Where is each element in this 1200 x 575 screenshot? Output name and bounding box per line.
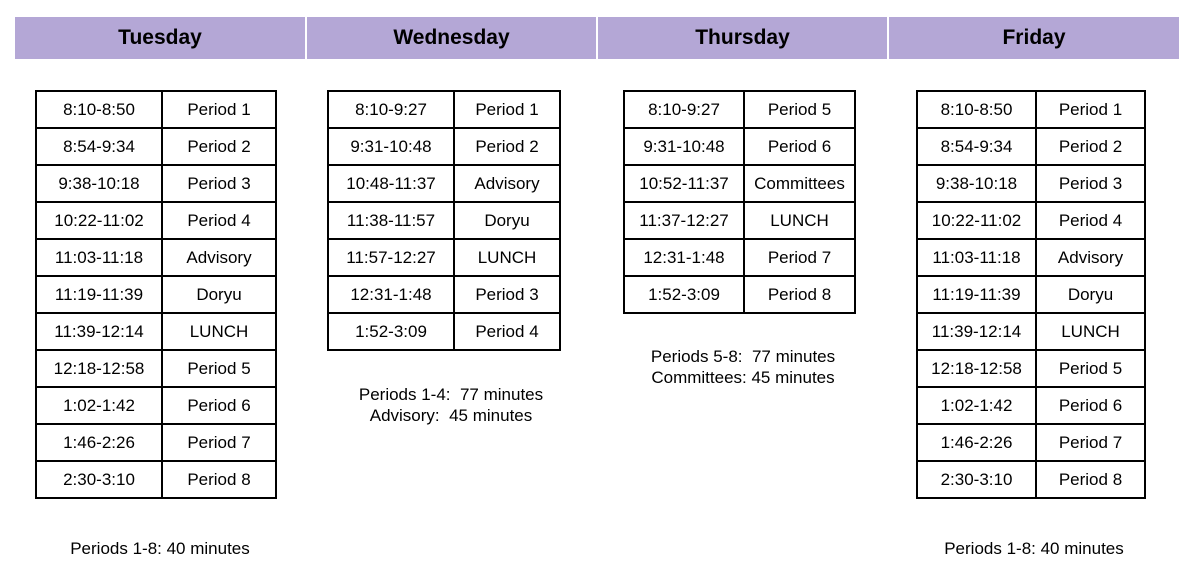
- time-cell: 12:31-1:48: [328, 276, 454, 313]
- period-cell: Advisory: [1036, 239, 1145, 276]
- time-cell: 2:30-3:10: [917, 461, 1036, 498]
- schedule-row: [36, 276, 276, 313]
- schedule-row: [917, 313, 1145, 350]
- time-cell: 8:10-9:27: [328, 91, 454, 128]
- period-cell: Period 2: [454, 128, 560, 165]
- schedule-row: [917, 350, 1145, 387]
- note-line: Committees: 45 minutes: [651, 368, 835, 387]
- schedule-row: [917, 128, 1145, 165]
- note-thursday: [633, 346, 853, 388]
- time-cell: 9:38-10:18: [36, 165, 162, 202]
- schedule-row: [328, 128, 560, 165]
- period-cell: Period 3: [162, 165, 276, 202]
- schedule-row: [36, 202, 276, 239]
- period-cell: Doryu: [162, 276, 276, 313]
- time-cell: 9:31-10:48: [328, 128, 454, 165]
- time-cell: 1:46-2:26: [917, 424, 1036, 461]
- schedule-row: [917, 165, 1145, 202]
- time-cell: 9:38-10:18: [917, 165, 1036, 202]
- time-cell: 8:10-8:50: [36, 91, 162, 128]
- period-cell: Period 4: [1036, 202, 1145, 239]
- schedule-row: [624, 276, 855, 313]
- schedule-row: [36, 91, 276, 128]
- note-tuesday: [60, 538, 260, 559]
- time-cell: 12:18-12:58: [36, 350, 162, 387]
- time-cell: 11:37-12:27: [624, 202, 744, 239]
- period-cell: Period 1: [1036, 91, 1145, 128]
- time-cell: 10:48-11:37: [328, 165, 454, 202]
- day-header-wednesday: Wednesday: [307, 17, 596, 59]
- note-line: Advisory: 45 minutes: [369, 406, 533, 425]
- period-cell: Period 6: [744, 128, 855, 165]
- period-cell: Committees: [744, 165, 855, 202]
- time-cell: 8:54-9:34: [917, 128, 1036, 165]
- period-cell: Advisory: [162, 239, 276, 276]
- time-cell: 11:03-11:18: [36, 239, 162, 276]
- time-cell: 12:31-1:48: [624, 239, 744, 276]
- period-cell: Period 6: [1036, 387, 1145, 424]
- period-cell: Period 8: [1036, 461, 1145, 498]
- period-cell: Period 1: [454, 91, 560, 128]
- schedule-row: [624, 128, 855, 165]
- day-header-friday: Friday: [889, 17, 1179, 59]
- period-cell: Period 7: [162, 424, 276, 461]
- schedule-row: [36, 128, 276, 165]
- schedule-row: [917, 202, 1145, 239]
- schedule-row: [36, 165, 276, 202]
- schedule-row: [624, 239, 855, 276]
- note-line: Periods 1-8: 40 minutes: [944, 539, 1124, 558]
- period-cell: Doryu: [454, 202, 560, 239]
- time-cell: 1:02-1:42: [36, 387, 162, 424]
- time-cell: 10:22-11:02: [36, 202, 162, 239]
- period-cell: Period 7: [1036, 424, 1145, 461]
- period-cell: Period 2: [1036, 128, 1145, 165]
- period-cell: Advisory: [454, 165, 560, 202]
- schedule-row: [328, 91, 560, 128]
- time-cell: 11:19-11:39: [917, 276, 1036, 313]
- schedule-table-friday: [916, 90, 1146, 499]
- note-friday: [934, 538, 1134, 559]
- period-cell: Doryu: [1036, 276, 1145, 313]
- schedule-row: [917, 387, 1145, 424]
- time-cell: 12:18-12:58: [917, 350, 1036, 387]
- day-header-thursday: Thursday: [598, 17, 887, 59]
- note-line: Periods 5-8: 77 minutes: [650, 347, 836, 366]
- period-cell: Period 8: [744, 276, 855, 313]
- time-cell: 11:57-12:27: [328, 239, 454, 276]
- note-line: Periods 1-8: 40 minutes: [70, 539, 250, 558]
- time-cell: 1:52-3:09: [624, 276, 744, 313]
- time-cell: 11:19-11:39: [36, 276, 162, 313]
- schedule-row: [328, 165, 560, 202]
- schedule-row: [36, 461, 276, 498]
- schedule-row: [328, 276, 560, 313]
- time-cell: 11:03-11:18: [917, 239, 1036, 276]
- period-cell: Period 6: [162, 387, 276, 424]
- schedule-row: [36, 313, 276, 350]
- period-cell: LUNCH: [454, 239, 560, 276]
- time-cell: 10:52-11:37: [624, 165, 744, 202]
- schedule-row: [917, 461, 1145, 498]
- period-cell: LUNCH: [162, 313, 276, 350]
- period-cell: Period 3: [454, 276, 560, 313]
- day-header-tuesday: Tuesday: [15, 17, 305, 59]
- schedule-row: [36, 424, 276, 461]
- period-cell: Period 5: [1036, 350, 1145, 387]
- time-cell: 11:38-11:57: [328, 202, 454, 239]
- time-cell: 8:10-9:27: [624, 91, 744, 128]
- period-cell: Period 5: [162, 350, 276, 387]
- time-cell: 8:10-8:50: [917, 91, 1036, 128]
- schedule-row: [328, 313, 560, 350]
- period-cell: Period 5: [744, 91, 855, 128]
- period-cell: LUNCH: [1036, 313, 1145, 350]
- period-cell: Period 2: [162, 128, 276, 165]
- period-cell: Period 4: [454, 313, 560, 350]
- time-cell: 1:52-3:09: [328, 313, 454, 350]
- period-cell: Period 3: [1036, 165, 1145, 202]
- period-cell: Period 1: [162, 91, 276, 128]
- schedule-row: [917, 424, 1145, 461]
- schedule-row: [328, 202, 560, 239]
- schedule-row: [36, 350, 276, 387]
- time-cell: 11:39-12:14: [917, 313, 1036, 350]
- time-cell: 2:30-3:10: [36, 461, 162, 498]
- schedule-table-wednesday: [327, 90, 561, 351]
- schedule-row: [36, 387, 276, 424]
- time-cell: 10:22-11:02: [917, 202, 1036, 239]
- schedule-row: [624, 202, 855, 239]
- schedule-table-tuesday: [35, 90, 277, 499]
- note-wednesday: [341, 384, 561, 426]
- schedule-row: [328, 239, 560, 276]
- time-cell: 11:39-12:14: [36, 313, 162, 350]
- time-cell: 9:31-10:48: [624, 128, 744, 165]
- time-cell: 1:02-1:42: [917, 387, 1036, 424]
- time-cell: 1:46-2:26: [36, 424, 162, 461]
- schedule-row: [36, 239, 276, 276]
- note-line: Periods 1-4: 77 minutes: [358, 385, 544, 404]
- schedule-row: [624, 165, 855, 202]
- period-cell: Period 7: [744, 239, 855, 276]
- period-cell: LUNCH: [744, 202, 855, 239]
- schedule-row: [917, 239, 1145, 276]
- schedule-table-thursday: [623, 90, 856, 314]
- period-cell: Period 8: [162, 461, 276, 498]
- schedule-row: [624, 91, 855, 128]
- time-cell: 8:54-9:34: [36, 128, 162, 165]
- schedule-row: [917, 276, 1145, 313]
- period-cell: Period 4: [162, 202, 276, 239]
- schedule-row: [917, 91, 1145, 128]
